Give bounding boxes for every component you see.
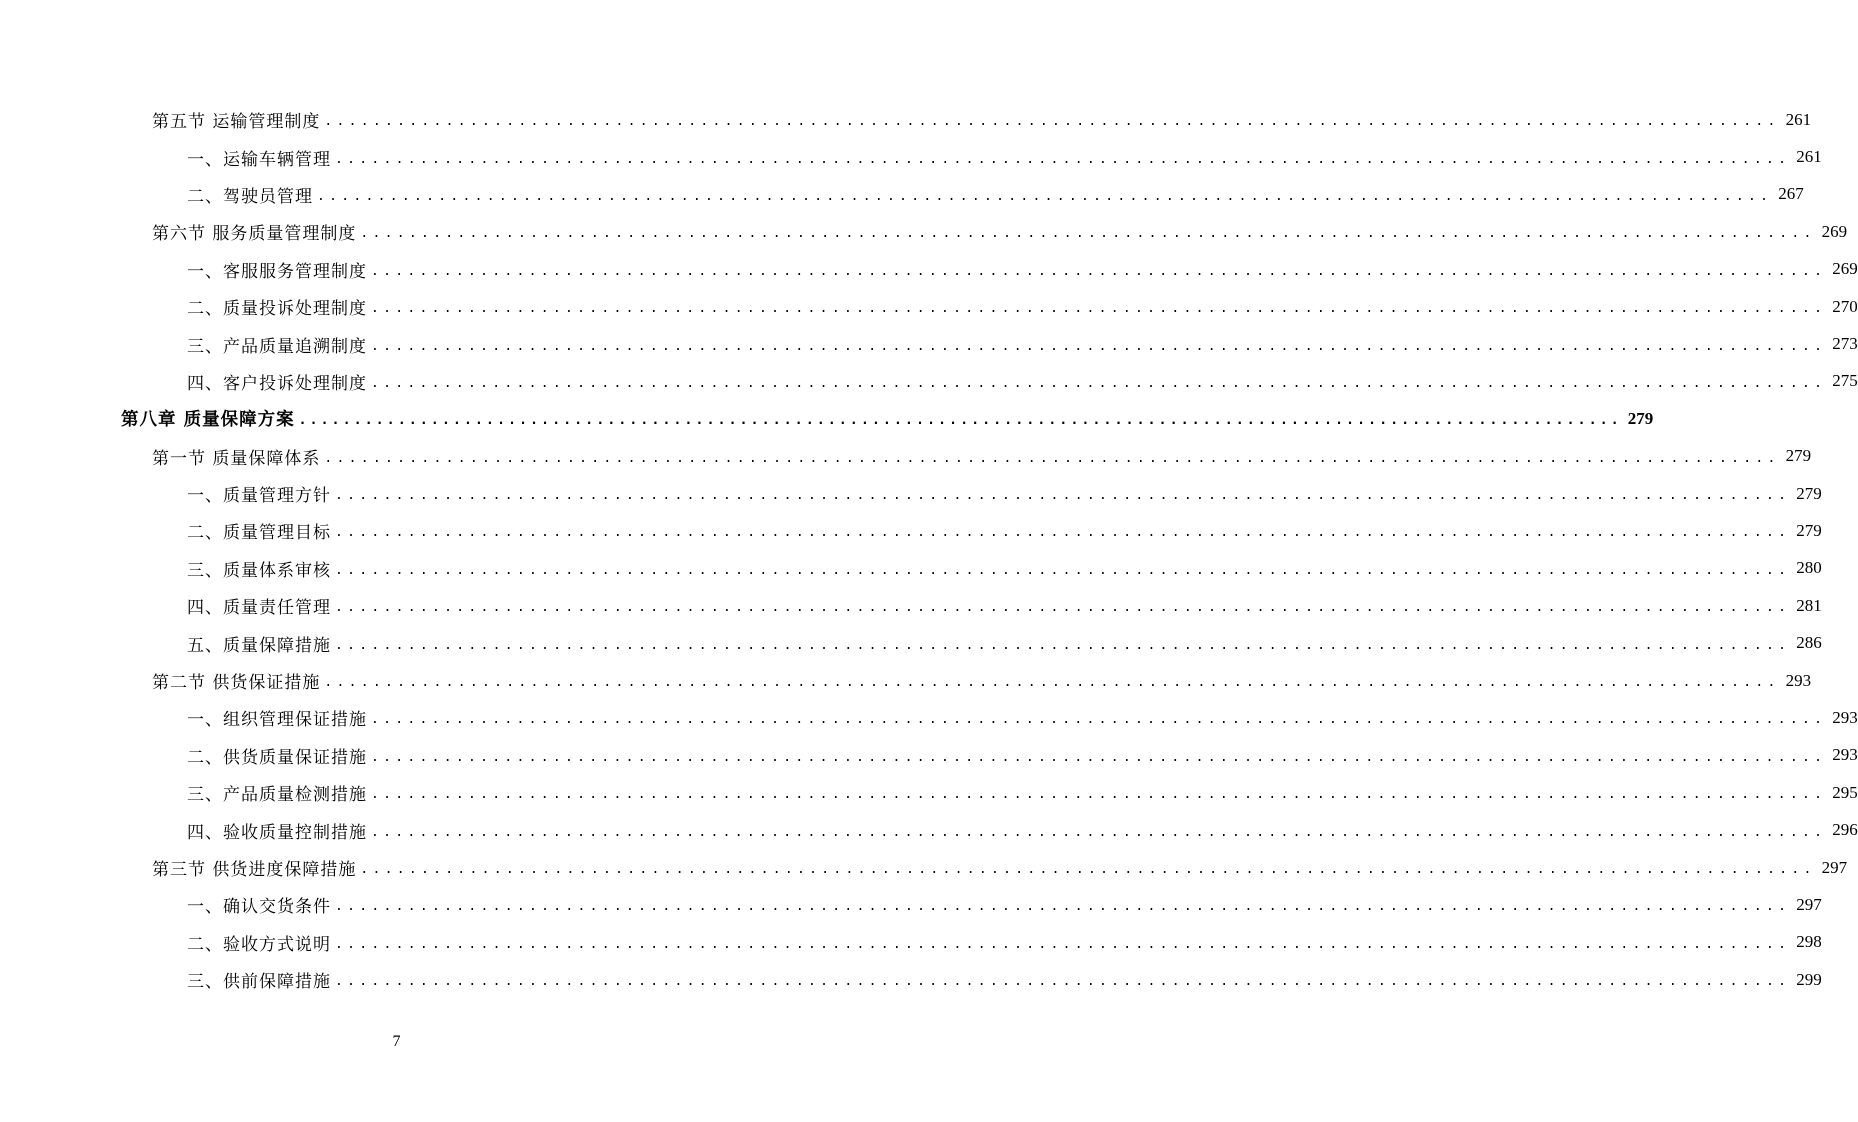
toc-entry-label: 一、组织管理保证措施 bbox=[187, 710, 367, 731]
toc-dot-leader: ........................................................................................................................ bbox=[335, 974, 1791, 990]
toc-chapter-entry[interactable] bbox=[0, 400, 1654, 437]
toc-dot-leader: ........................................................................................................................ bbox=[371, 787, 1827, 803]
page-number: 7 bbox=[392, 1033, 401, 1050]
toc-entry[interactable] bbox=[0, 587, 1822, 624]
toc-entry[interactable] bbox=[0, 512, 1822, 549]
toc-entry[interactable] bbox=[0, 774, 1858, 811]
toc-entry-page: 267 bbox=[1778, 184, 1804, 204]
toc-entry-label: 三、产品质量检测措施 bbox=[187, 785, 367, 806]
toc-entry-page: 269 bbox=[1832, 259, 1858, 279]
toc-entry-label: 三、产品质量追溯制度 bbox=[187, 336, 367, 357]
toc-dot-leader: ........................................................................................................................ bbox=[371, 824, 1827, 840]
toc-dot-leader: ........................................................................................................................ bbox=[335, 600, 1791, 616]
toc-entry-label: 二、质量投诉处理制度 bbox=[187, 299, 367, 320]
toc-entry[interactable] bbox=[0, 699, 1858, 736]
toc-entry[interactable] bbox=[0, 849, 1848, 886]
toc-dot-leader: ........................................................................................................................ bbox=[371, 338, 1827, 354]
toc-entry-label: 第二节 供货保证措施 bbox=[152, 673, 321, 694]
toc-entry-label: 四、质量责任管理 bbox=[187, 598, 331, 619]
toc-dot-leader: ........................................................................................................................ bbox=[371, 301, 1827, 317]
toc-entry-page: 295 bbox=[1832, 782, 1858, 802]
toc-entry-label: 第一节 质量保障体系 bbox=[152, 448, 321, 469]
toc-dot-leader: ........................................................................................................................ bbox=[324, 114, 1780, 130]
toc-entry-page: 297 bbox=[1821, 857, 1848, 877]
table-of-contents bbox=[0, 101, 1858, 998]
toc-entry[interactable] bbox=[0, 624, 1822, 661]
toc-entry-page: 269 bbox=[1821, 221, 1848, 241]
toc-dot-leader: ........................................................................................................................ bbox=[371, 712, 1827, 728]
toc-dot-leader: ........................................................................................................................ bbox=[335, 936, 1791, 952]
toc-dot-leader: ........................................................................................................................ bbox=[335, 899, 1791, 915]
toc-entry-page: 280 bbox=[1796, 558, 1822, 578]
toc-entry-label: 一、客服服务管理制度 bbox=[187, 261, 367, 282]
toc-entry[interactable] bbox=[0, 438, 1812, 475]
toc-entry[interactable] bbox=[0, 138, 1822, 175]
toc-entry-page: 293 bbox=[1832, 707, 1858, 727]
toc-entry[interactable] bbox=[0, 961, 1822, 998]
toc-entry-page: 293 bbox=[1785, 670, 1812, 690]
toc-entry-label: 一、质量管理方针 bbox=[187, 486, 331, 507]
toc-entry-label: 二、供货质量保证措施 bbox=[187, 747, 367, 768]
toc-dot-leader: ........................................................................................................................ bbox=[371, 375, 1827, 391]
toc-dot-leader: ........................................................................................................................ bbox=[324, 675, 1780, 691]
toc-entry-label: 第六节 服务质量管理制度 bbox=[152, 224, 357, 245]
toc-entry-label: 一、确认交货条件 bbox=[187, 897, 331, 918]
toc-entry-label: 二、驾驶员管理 bbox=[187, 186, 313, 207]
toc-entry[interactable] bbox=[0, 886, 1822, 923]
toc-entry[interactable] bbox=[0, 325, 1858, 362]
toc-entry-label: 第三节 供货进度保障措施 bbox=[152, 860, 357, 880]
toc-entry[interactable] bbox=[0, 811, 1858, 848]
toc-entry-label: 三、质量体系审核 bbox=[187, 560, 331, 581]
toc-entry[interactable] bbox=[0, 924, 1822, 961]
toc-entry-label: 五、质量保障措施 bbox=[187, 635, 331, 656]
toc-entry-page: 279 bbox=[1785, 446, 1812, 466]
toc-entry-page: 273 bbox=[1832, 334, 1858, 354]
toc-entry[interactable] bbox=[0, 662, 1812, 699]
toc-entry-page: 275 bbox=[1832, 371, 1858, 391]
toc-entry-label: 一、运输车辆管理 bbox=[187, 149, 331, 170]
toc-entry[interactable] bbox=[0, 550, 1822, 587]
toc-entry-page: 261 bbox=[1796, 147, 1822, 167]
toc-entry[interactable] bbox=[0, 288, 1858, 325]
toc-entry-page: 270 bbox=[1832, 296, 1858, 316]
toc-entry[interactable] bbox=[0, 251, 1858, 288]
toc-entry[interactable] bbox=[0, 101, 1812, 138]
toc-entry-page: 296 bbox=[1832, 820, 1858, 840]
toc-entry[interactable] bbox=[0, 363, 1858, 400]
toc-entry-page: 281 bbox=[1796, 595, 1822, 615]
toc-dot-leader: ........................................................................................................................ bbox=[335, 562, 1791, 578]
toc-entry-label: 二、质量管理目标 bbox=[187, 523, 331, 544]
toc-entry-label: 二、验收方式说明 bbox=[187, 934, 331, 955]
toc-entry-page: 298 bbox=[1796, 932, 1822, 952]
toc-dot-leader: ........................................................................................................................ bbox=[298, 413, 1622, 429]
toc-dot-leader: ........................................................................................................................ bbox=[371, 263, 1827, 279]
toc-dot-leader: ........................................................................................................................ bbox=[360, 226, 1816, 242]
toc-dot-leader: ........................................................................................................................ bbox=[335, 151, 1791, 167]
toc-entry-page: 297 bbox=[1796, 894, 1822, 914]
toc-entry[interactable] bbox=[0, 737, 1858, 774]
toc-entry-page: 279 bbox=[1796, 520, 1822, 540]
toc-dot-leader: ........................................................................................................................ bbox=[324, 450, 1780, 466]
toc-entry[interactable] bbox=[0, 176, 1804, 213]
toc-dot-leader: ........................................................................................................................ bbox=[335, 525, 1791, 541]
toc-entry-label: 三、供前保障措施 bbox=[187, 972, 331, 993]
toc-entry-label: 四、验收质量控制措施 bbox=[187, 822, 367, 843]
toc-entry-label: 第五节 运输管理制度 bbox=[152, 112, 321, 133]
toc-entry-page: 261 bbox=[1785, 109, 1812, 129]
toc-entry-page: 279 bbox=[1627, 408, 1654, 428]
toc-dot-leader: ........................................................................................................................ bbox=[335, 488, 1791, 504]
toc-dot-leader: ........................................................................................................................ bbox=[335, 637, 1791, 653]
toc-entry-label: 第八章 质量保障方案 bbox=[121, 410, 295, 431]
toc-dot-leader: ........................................................................................................................ bbox=[371, 749, 1827, 765]
toc-entry[interactable] bbox=[0, 213, 1848, 250]
toc-entry-page: 279 bbox=[1796, 483, 1822, 503]
toc-entry-label: 四、客户投诉处理制度 bbox=[187, 373, 367, 394]
toc-entry-page: 286 bbox=[1796, 633, 1822, 653]
toc-dot-leader: ........................................................................................................................ bbox=[317, 188, 1773, 204]
toc-entry-page: 293 bbox=[1832, 745, 1858, 765]
toc-dot-leader: ........................................................................................................................ bbox=[360, 862, 1816, 877]
toc-entry-page: 299 bbox=[1796, 969, 1822, 989]
toc-entry[interactable] bbox=[0, 475, 1822, 512]
